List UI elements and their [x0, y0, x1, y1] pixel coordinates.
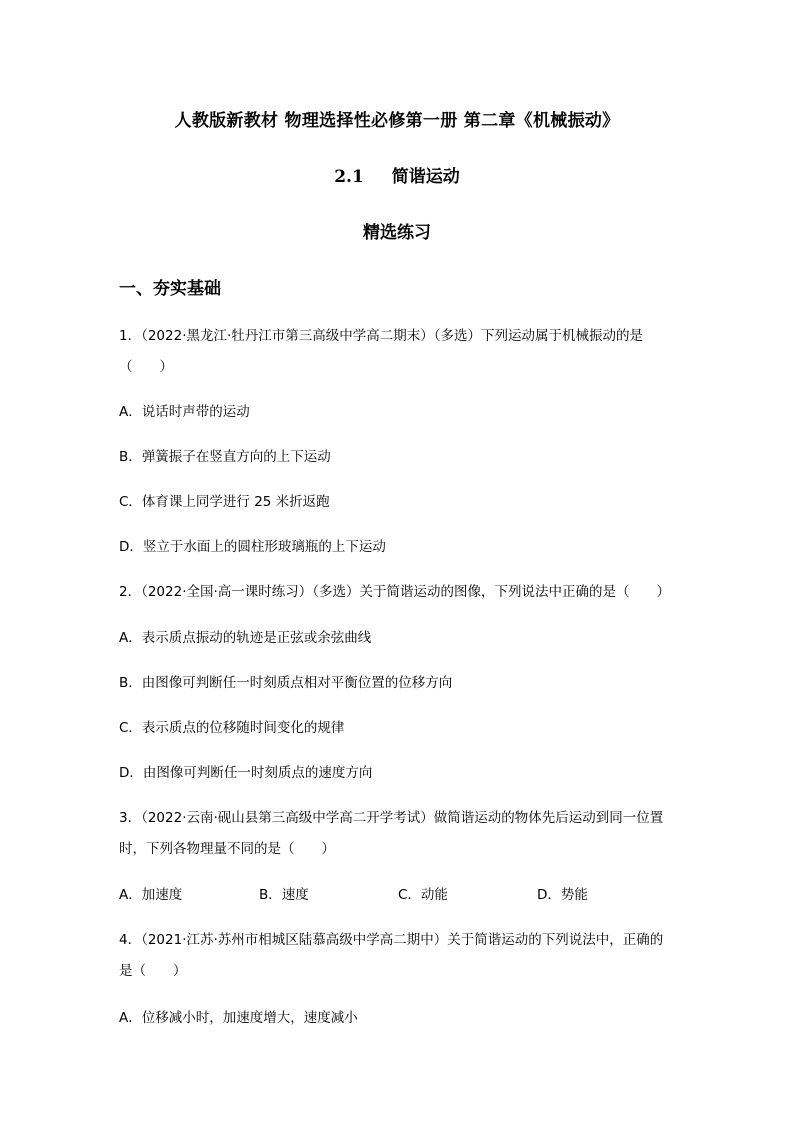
section-title: 简谐运动 [391, 167, 460, 187]
question-3-option-c: C．动能 [398, 887, 448, 903]
question-1-option-c: C．体育课上同学进行 25 米折返跑 [119, 494, 330, 510]
question-2-stem: 2．（2022·全国·高一课时练习）（多选）关于简谐运动的图像，下列说法中正确的是（ ） [119, 584, 671, 600]
question-1-stem: 1．（2022·黑龙江·牡丹江市第三高级中学高二期末）（多选）下列运动属于机械振动的是 [119, 328, 644, 344]
question-2-option-d: D．由图像可判断任一时刻质点的速度方向 [119, 765, 373, 781]
question-3-option-d: D．势能 [537, 887, 588, 903]
question-4-stem: 4．（2021·江苏·苏州市相城区陆慕高级中学高二期中）关于简谐运动的下列说法中，正确的 [119, 932, 664, 948]
question-1-option-a: A．说话时声带的运动 [119, 404, 250, 420]
section-heading [0, 162, 794, 187]
question-3-stem: 3．（2022·云南·砚山县第三高级中学高二开学考试）做简谐运动的物体先后运动到同一位置 [119, 810, 664, 826]
question-2-option-c: C．表示质点的位移随时间变化的规律 [119, 720, 345, 736]
document-title: 人教版新教材 物理选择性必修第一册 第二章《机械振动》 [174, 111, 620, 131]
question-1-stem-cont: （ ） [119, 359, 173, 375]
question-3-stem-cont: 时，下列各物理量不同的是（ ） [119, 841, 335, 857]
question-2-option-b: B．由图像可判断任一时刻质点相对平衡位置的位移方向 [119, 675, 453, 691]
question-2-option-a: A．表示质点振动的轨迹是正弦或余弦曲线 [119, 630, 372, 646]
document-subtitle: 精选练习 [363, 223, 431, 243]
question-1-option-d: D．竖立于水面上的圆柱形玻璃瓶的上下运动 [119, 539, 386, 555]
section-number: 2.1 [334, 167, 364, 187]
question-3-option-a: A．加速度 [119, 887, 183, 903]
part-heading: 一、夯实基础 [119, 279, 221, 299]
question-4-stem-cont: 是（ ） [119, 963, 187, 979]
question-4-option-a: A．位移减小时，加速度增大，速度减小 [119, 1010, 358, 1026]
question-1-option-b: B．弹簧振子在竖直方向的上下运动 [119, 449, 331, 465]
question-3-option-b: B．速度 [259, 887, 309, 903]
